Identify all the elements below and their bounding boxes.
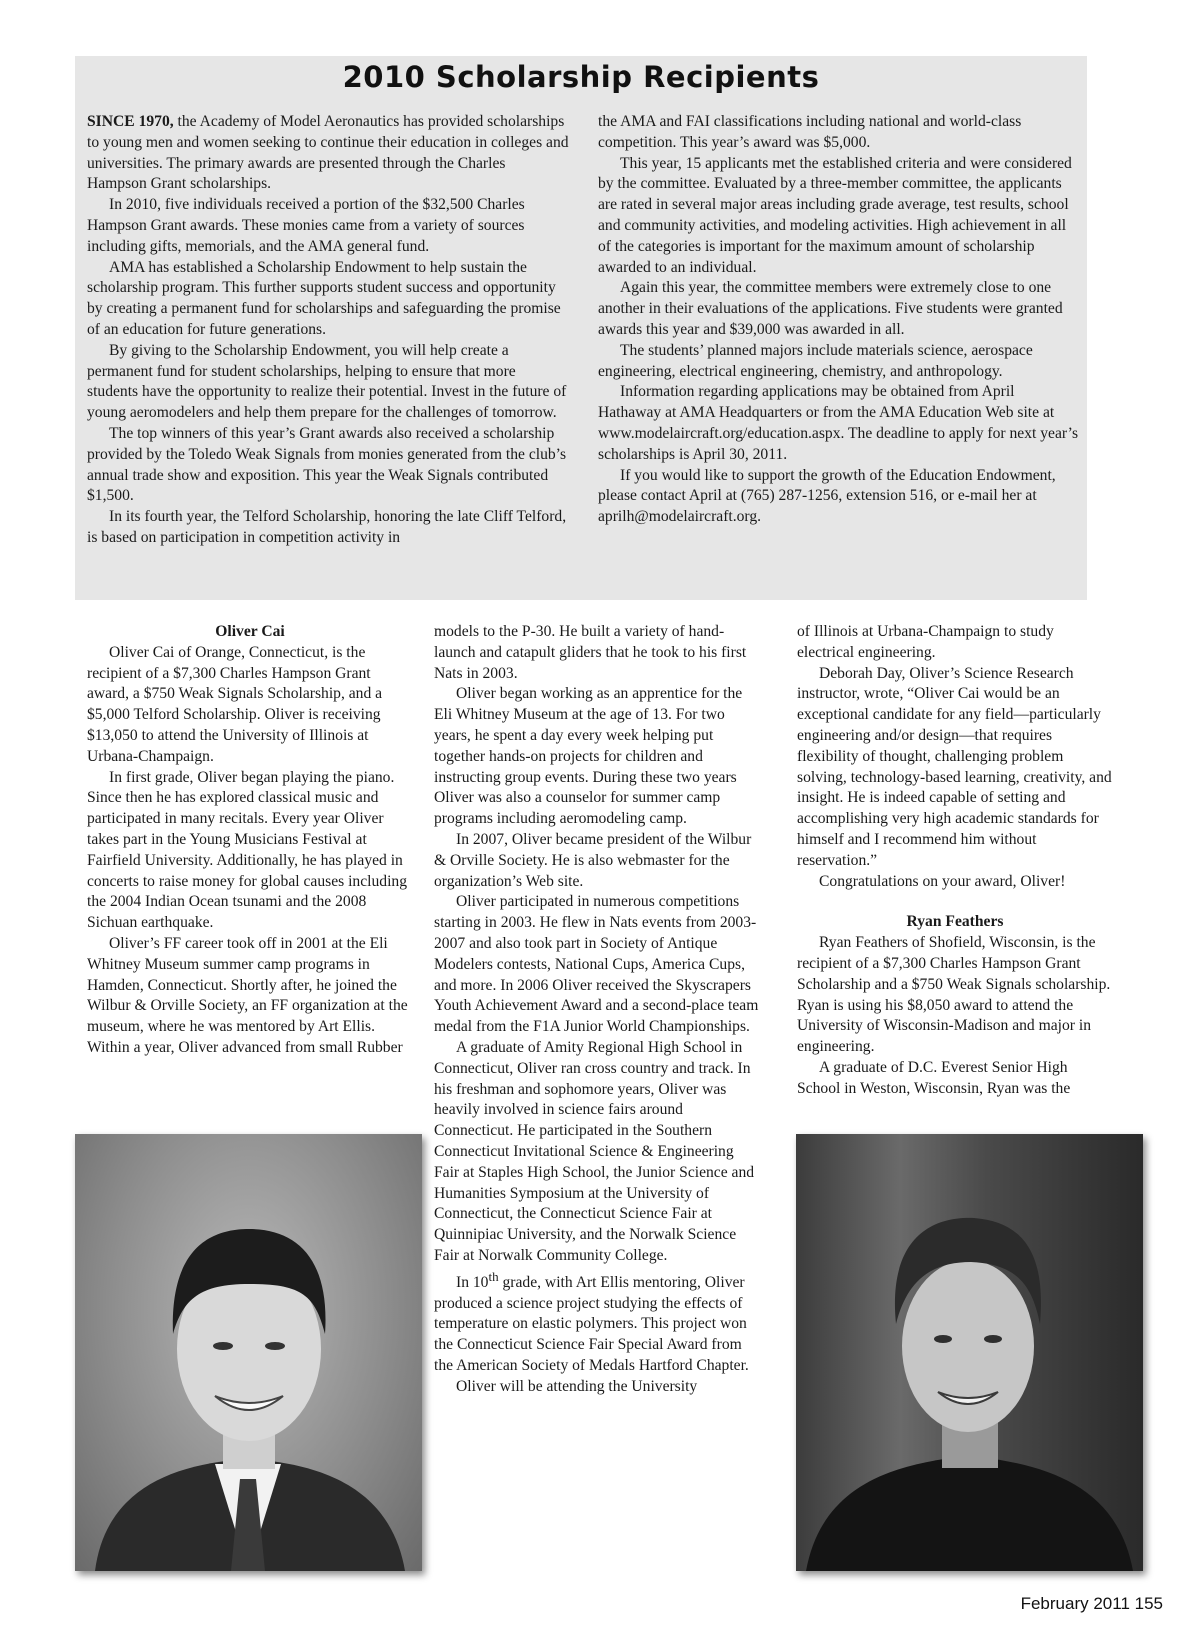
spacer (797, 892, 1113, 912)
article-paragraph: models to the P-30. He built a variety of hand-launch and catapult gliders that he took to his first Nats in 2003. (434, 623, 747, 682)
article-text: grade, with Art Ellis mentoring, Oliver produced a science project studying the effects of temperature on elastic polymers. This project won the Connecticut Science Fair Special Award from the American Society of Medals Hartford Chapter. (434, 1273, 749, 1375)
article-paragraph: Deborah Day, Oliver’s Science Research instructor, wrote, “Oliver Cai would be an exceptional candidate for any field—particularly engineering and/or design—that requires flexibility of thought, challenging problem solving, technology-based learning, creativity, and insight. He is indeed capable of setting and accomplishing very high academic standards for himself and I recommend him without reservation.” (797, 664, 1112, 869)
intro-paragraph: Again this year, the committee members were extremely close to one another in their evaluations of the applications. Five students were granted awards this year and $39,000 was awarded in all. (598, 279, 1063, 338)
article-paragraph: A graduate of Amity Regional High School in Connecticut, Oliver ran cross country and track. In his freshman and sophomore years, Oliver was heavily involved in science fairs around Connecticut. He participated in the Southern Connecticut Invitational Science & Engineering Fair at Staples High School, the Junior Science and Humanities Symposium at the University of Connecticut, the Connecticut Science Fair at Quinnipiac University, and the Norwalk Science Fair at Norwalk Community College. (434, 1038, 755, 1264)
article-paragraph: Oliver’s FF career took off in 2001 at the Eli Whitney Museum summer camp programs in Hamden, Connecticut. Shortly after, he joined the Wilbur & Orville Society, an FF organization at the museum, where he was mentored by Art Ellis. Within a year, Oliver advanced from small Rubber (87, 934, 408, 1056)
ryan-portrait-photo (796, 1134, 1143, 1571)
intro-column-left (87, 112, 569, 549)
oliver-portrait-illustration (75, 1134, 422, 1571)
article-paragraph (434, 1267, 760, 1377)
article-column-1 (87, 622, 413, 1059)
page-title: 2010 Scholarship Recipients (342, 60, 820, 94)
article-paragraph: A graduate of D.C. Everest Senior High School in Weston, Wisconsin, Ryan was the (797, 1058, 1071, 1097)
page-folio: February 2011 155 (1020, 1594, 1163, 1613)
intro-box (75, 56, 1087, 600)
article-paragraph: Oliver participated in numerous competitions starting in 2003. He flew in Nats events from 2003-2007 and also took part in Society of Antique Modelers contests, National Cups, America Cups, and more. In 2006 Oliver received the Skyscrapers Youth Achievement Award and a second-place team medal from the F1A Junior World Championships. (434, 893, 759, 1036)
article-column-3 (797, 622, 1113, 1100)
ordinal-suffix: th (488, 1268, 499, 1284)
article-paragraph: Oliver will be attending the University (456, 1377, 698, 1395)
oliver-portrait-photo (75, 1134, 422, 1571)
article-column-2 (434, 622, 760, 1398)
article-text: In 10 (456, 1273, 489, 1291)
ryan-heading: Ryan Feathers (906, 913, 1004, 931)
intro-column-right (598, 112, 1080, 528)
article-paragraph: Oliver Cai of Orange, Connecticut, is the recipient of a $7,300 Charles Hampson Grant award, a $750 Weak Signals Scholarship, and a $5,000 Telford Scholarship. Oliver is receiving $13,050 to attend the University of Illinois at Urbana-Champaign. (87, 643, 383, 765)
intro-paragraph: By giving to the Scholarship Endowment, you will help create a permanent fund for student scholarships, helping to ensure that more students have the opportunity to realize their potential. Invest in the future of young aeromodelers and help them prepare for the challenges of tomorrow. (87, 341, 567, 422)
oliver-heading: Oliver Cai (215, 623, 285, 640)
article-paragraph: Oliver began working as an apprentice for the Eli Whitney Museum at the age of 13. For two years, he spent a day every week helping put together hands-on projects for children and instructing group events. During these two years Oliver was also a counselor for summer camp programs including aeromodeling camp. (434, 685, 743, 828)
intro-paragraph-text: the Academy of Model Aeronautics has provided scholarships to young men and women seeking to continue their education in colleges and universities. The primary awards are presented through the Charles Hampson Grant scholarships. (87, 113, 569, 193)
article-paragraph: In 2007, Oliver became president of the Wilbur & Orville Society. He is also webmaster for the organization’s Web site. (434, 830, 752, 890)
intro-paragraph (87, 112, 569, 195)
article-paragraph: In first grade, Oliver began playing the piano. Since then he has explored classical music and participated in many recitals. Every year Oliver takes part in the Young Musicians Festival at Fairfield University. Additionally, he has played in concerts to raise money for global causes including the 2004 Indian Ocean tsunami and the 2008 Sichuan earthquake. (87, 768, 408, 932)
intro-paragraph: the AMA and FAI classifications including national and world-class competition. This year’s award was $5,000. (598, 113, 1022, 151)
article-paragraph: Congratulations on your award, Oliver! (819, 872, 1066, 890)
intro-paragraph: AMA has established a Scholarship Endowment to help sustain the scholarship program. This further supports student success and opportunity by creating a permanent fund for scholarships and safeguarding the promise of an education for future generations. (87, 258, 561, 338)
ryan-portrait-illustration (796, 1134, 1143, 1571)
intro-lead: SINCE 1970, (87, 113, 174, 130)
article-paragraph: Ryan Feathers of Shofield, Wisconsin, is the recipient of a $7,300 Charles Hampson Grant Scholarship and a $750 Weak Signals scholarship. Ryan is using his $8,050 award to attend the University of Wisconsin-Madison and major in engineering. (797, 934, 1111, 1056)
intro-paragraph: Information regarding applications may be obtained from April Hathaway at AMA Headquarters or from the AMA Education Web site at www.modelaircraft.org/education.aspx. The deadline to apply for next year’s scholarships is April 30, 2011. (598, 383, 1079, 463)
article-paragraph: of Illinois at Urbana-Champaign to study electrical engineering. (797, 623, 1054, 661)
intro-paragraph: In 2010, five individuals received a portion of the $32,500 Charles Hampson Grant awards. These monies came from a variety of sources including gifts, memorials, and the AMA general fund. (87, 196, 525, 255)
intro-paragraph: In its fourth year, the Telford Scholarship, honoring the late Cliff Telford, is based on participation in competition activity in (87, 508, 567, 546)
intro-paragraph: The students’ planned majors include materials science, aerospace engineering, electrical engineering, chemistry, and anthropology. (598, 341, 1033, 380)
intro-paragraph: This year, 15 applicants met the established criteria and were considered by the committee. Evaluated by a three-member committee, the applicants are rated in several major areas including grade average, test results, school and community activities, and modeling activities. High achievement in all of the categories is important for the maximum amount of scholarship awarded to an individual. (598, 154, 1072, 276)
intro-paragraph: The top winners of this year’s Grant awards also received a scholarship provided by the Toledo Weak Signals from monies generated from the club’s annual trade show and exposition. This year the Weak Signals contributed $1,500. (87, 424, 567, 505)
intro-paragraph: If you would like to support the growth of the Education Endowment, please contact April at (765) 287-1256, extension 516, or e-mail her at aprilh@modelaircraft.org. (598, 466, 1056, 526)
